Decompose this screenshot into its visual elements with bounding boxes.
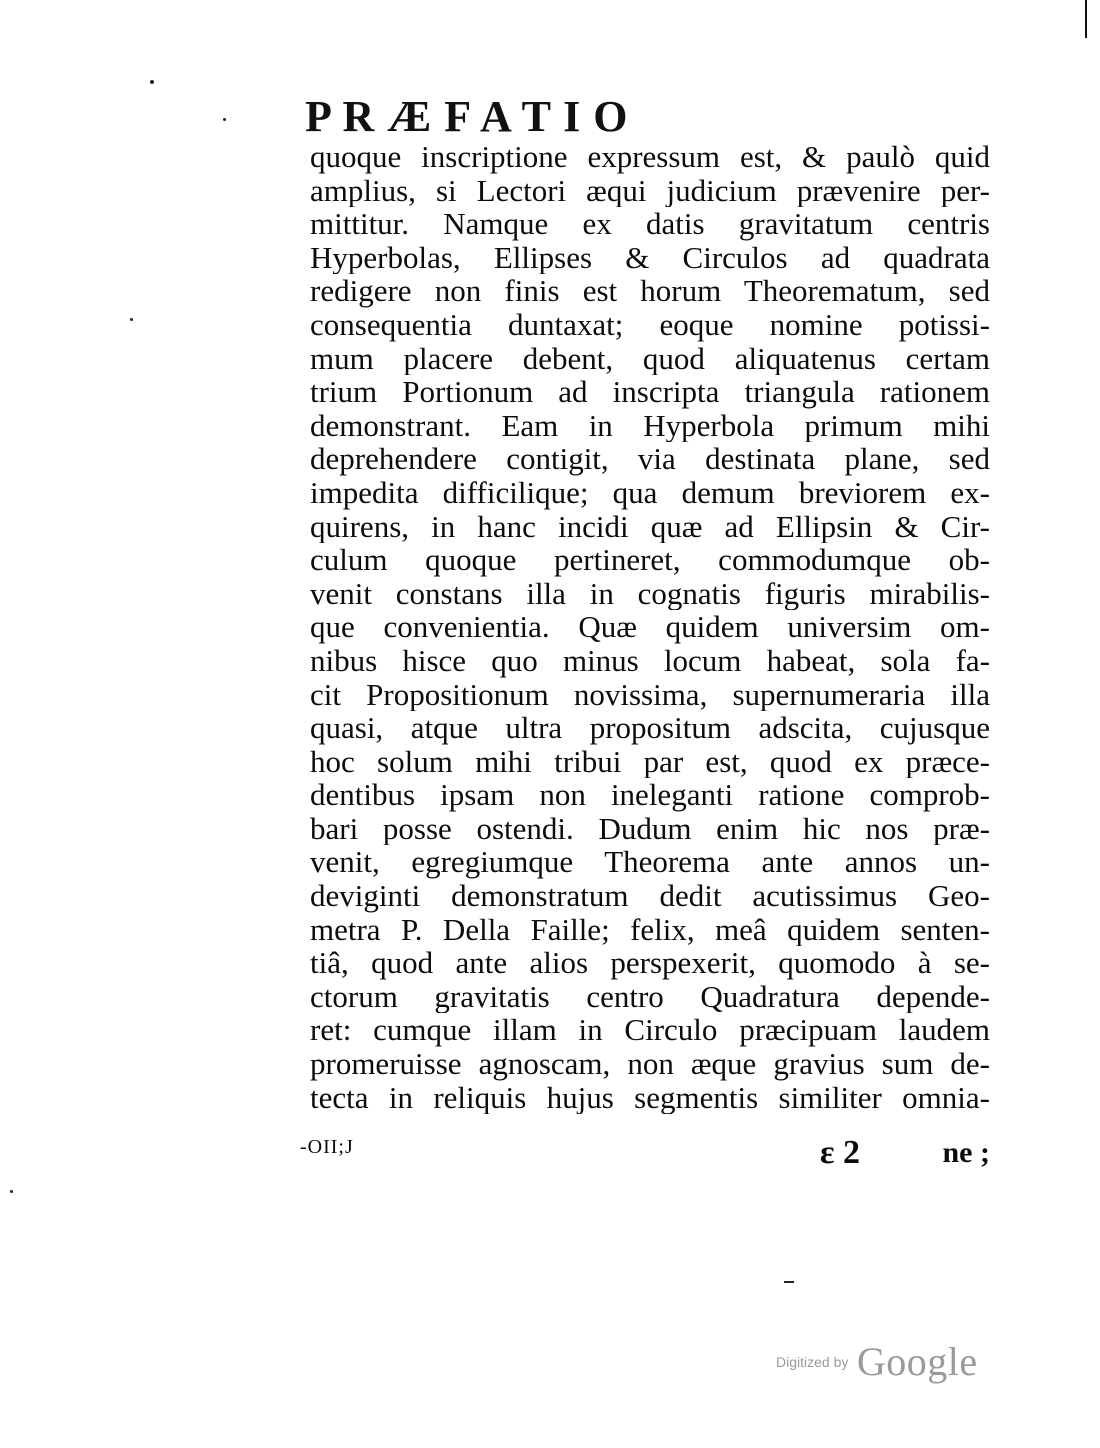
watermark-prefix: Digitized by (776, 1353, 849, 1370)
text-line: quoque inscriptione expressum est, & paulò quid (310, 140, 990, 174)
text-line: venit constans illa in cognatis figuris mirabilis- (310, 576, 990, 611)
body-text (310, 140, 990, 1114)
catchword: ne ; (942, 1136, 990, 1169)
text-line: promeruisse agnoscam, non æque gravius sum de- (310, 1047, 990, 1081)
text-line: Hyperbolas, Ellipses & Circulos ad quadrata (310, 240, 990, 275)
text-line: consequentia duntaxat; eoque nomine potissi- (310, 307, 990, 342)
text-line: que convenientia. Quæ quidem universim om- (310, 610, 990, 644)
text-line: redigere non finis est horum Theorematum, sed (310, 274, 990, 308)
text-line: cit Propositionum novissima, supernumeraria illa (310, 677, 990, 712)
text-line: quasi, atque ultra propositum adscita, cujusque (310, 711, 990, 745)
text-line: dentibus ipsam non ineleganti ratione comprob- (310, 778, 990, 812)
text-line: venit, egregiumque Theorema ante annos un- (310, 845, 990, 880)
page-footer (300, 1136, 990, 1176)
text-line: ctorum gravitatis centro Quadratura depende- (310, 979, 990, 1014)
text-line: mum placere debent, quod aliquatenus certam (310, 341, 990, 376)
page-edge-mark (1085, 0, 1087, 38)
text-line: hoc solum mihi tribui par est, quod ex præce- (310, 744, 990, 779)
speck (150, 80, 154, 84)
text-line: tiâ, quod ante alios perspexerit, quomodo à se- (310, 946, 990, 980)
text-line: mittitur. Namque ex datis gravitatum centris (310, 207, 990, 241)
text-line: trium Portionum ad inscripta triangula rationem (310, 375, 990, 409)
google-logo: Google (856, 1339, 978, 1384)
text-line: nibus hisce quo minus locum habeat, sola fa- (310, 643, 990, 678)
text-line: amplius, si Lectori æqui judicium prævenire per- (310, 173, 990, 208)
text-line: tecta in reliquis hujus segmentis similiter omnia- (310, 1080, 990, 1115)
text-line: bari posse ostendi. Dudum enim hic nos præ- (310, 811, 990, 846)
text-line: ret: cumque illam in Circulo præcipuam laudem (310, 1013, 990, 1048)
digitized-watermark (776, 1338, 978, 1388)
speck (10, 1190, 13, 1193)
text-line: deprehendere contigit, via destinata plane, sed (310, 442, 990, 476)
speck (784, 1281, 794, 1283)
speck (130, 318, 133, 321)
text-line: demonstrant. Eam in Hyperbola primum mihi (310, 408, 990, 443)
text-line: deviginti demonstratum dedit acutissimus Geo- (310, 879, 990, 913)
speck (223, 118, 226, 121)
text-line: metra P. Della Faille; felix, meâ quidem senten- (310, 912, 990, 947)
text-line: impedita difficilique; qua demum breviorem ex- (310, 475, 990, 510)
page-header: P R Æ F A T I O (305, 94, 629, 140)
text-line: quirens, in hanc incidi quæ ad Ellipsin & Cir- (310, 509, 990, 544)
text-line: culum quoque pertineret, commodumque ob- (310, 543, 990, 577)
catch-mark: ε 2 (820, 1134, 861, 1171)
signature-mark: -OII;J (300, 1136, 354, 1158)
